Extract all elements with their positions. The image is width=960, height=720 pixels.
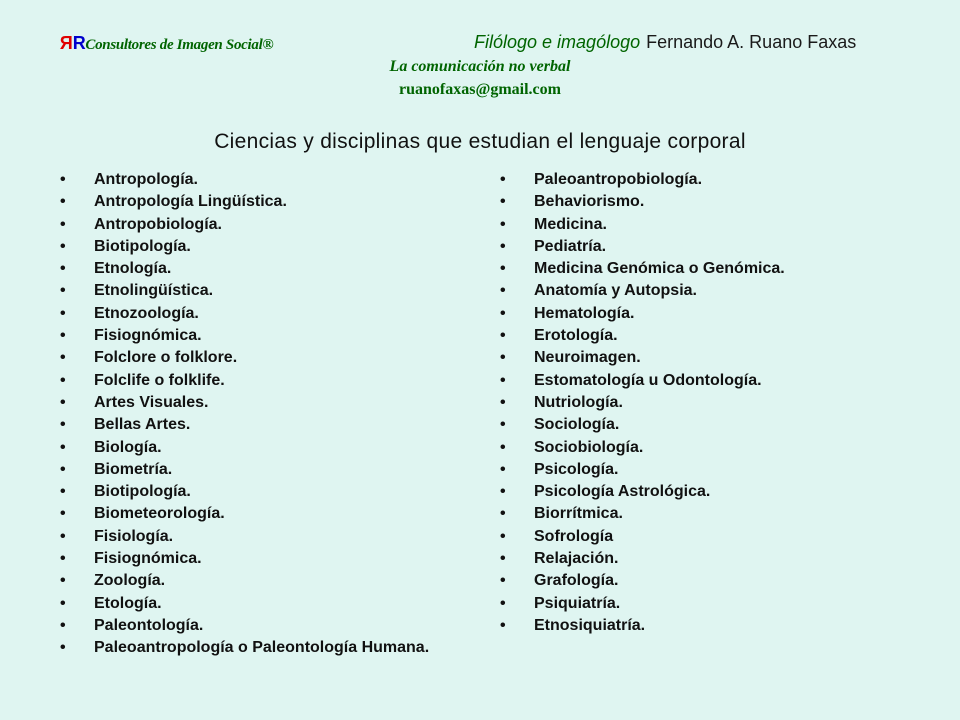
logo: [60, 33, 273, 54]
list-item: • Biorrítmica.: [500, 504, 900, 523]
page-title: Ciencias y disciplinas que estudian el lenguaje corporal: [214, 130, 746, 153]
list-item: • Antropología.: [60, 170, 430, 189]
list-item: • Relajación.: [500, 549, 900, 568]
list-item: • Paleoantropología o Paleontología Humana.: [60, 638, 430, 657]
list-item: • Fisiognómica.: [60, 326, 430, 345]
list-item: • Fisiología.: [60, 527, 430, 546]
list-item: • Antropobiología.: [60, 215, 430, 234]
list-item: • Biometeorología.: [60, 504, 430, 523]
logo-mark-red: R: [60, 33, 73, 53]
list-item: • Folclore o folklore.: [60, 348, 430, 367]
list-item: • Paleontología.: [60, 616, 430, 635]
list-item: • Artes Visuales.: [60, 393, 430, 412]
list-item: • Grafología.: [500, 571, 900, 590]
right-discipline-list: [500, 170, 900, 638]
list-item: • Fisiognómica.: [60, 549, 430, 568]
list-item: • Etnolingüística.: [60, 281, 430, 300]
list-item: • Biotipología.: [60, 482, 430, 501]
list-item: • Sociobiología.: [500, 438, 900, 457]
list-item: • Hematología.: [500, 304, 900, 323]
left-discipline-list: [60, 170, 430, 661]
list-item: • Folclife o folklife.: [60, 371, 430, 390]
list-item: • Nutriología.: [500, 393, 900, 412]
list-item: • Biología.: [60, 438, 430, 457]
list-item: • Sociología.: [500, 415, 900, 434]
subtitle: La comunicación no verbal: [389, 58, 571, 75]
list-item: • Biometría.: [60, 460, 430, 479]
author-role: Filólogo e imagólogo: [474, 32, 641, 52]
logo-text: Consultores de Imagen Social®: [85, 37, 274, 53]
logo-mark-blue: R: [72, 33, 86, 53]
list-item: • Medicina.: [500, 215, 900, 234]
list-item: • Etnosiquiatría.: [500, 616, 900, 635]
list-item: • Psicología Astrológica.: [500, 482, 900, 501]
list-item: • Medicina Genómica o Genómica.: [500, 259, 900, 278]
list-item: • Erotología.: [500, 326, 900, 345]
list-item: • Sofrología: [500, 527, 900, 546]
list-item: • Etología.: [60, 594, 430, 613]
list-item: • Etnología.: [60, 259, 430, 278]
author-name: Fernando A. Ruano Faxas: [646, 32, 857, 52]
list-item: • Psiquiatría.: [500, 594, 900, 613]
list-item: • Etnozoología.: [60, 304, 430, 323]
list-item: • Zoología.: [60, 571, 430, 590]
list-item: • Biotipología.: [60, 237, 430, 256]
list-item: • Bellas Artes.: [60, 415, 430, 434]
list-item: • Psicología.: [500, 460, 900, 479]
list-item: • Paleoantropobiología.: [500, 170, 900, 189]
list-item: • Neuroimagen.: [500, 348, 900, 367]
email: ruanofaxas@gmail.com: [399, 81, 561, 98]
list-item: • Estomatología u Odontología.: [500, 371, 900, 390]
list-item: • Pediatría.: [500, 237, 900, 256]
list-item: • Behaviorismo.: [500, 192, 900, 211]
list-item: • Antropología Lingüística.: [60, 192, 430, 211]
author-line: [474, 32, 856, 53]
list-item: • Anatomía y Autopsia.: [500, 281, 900, 300]
